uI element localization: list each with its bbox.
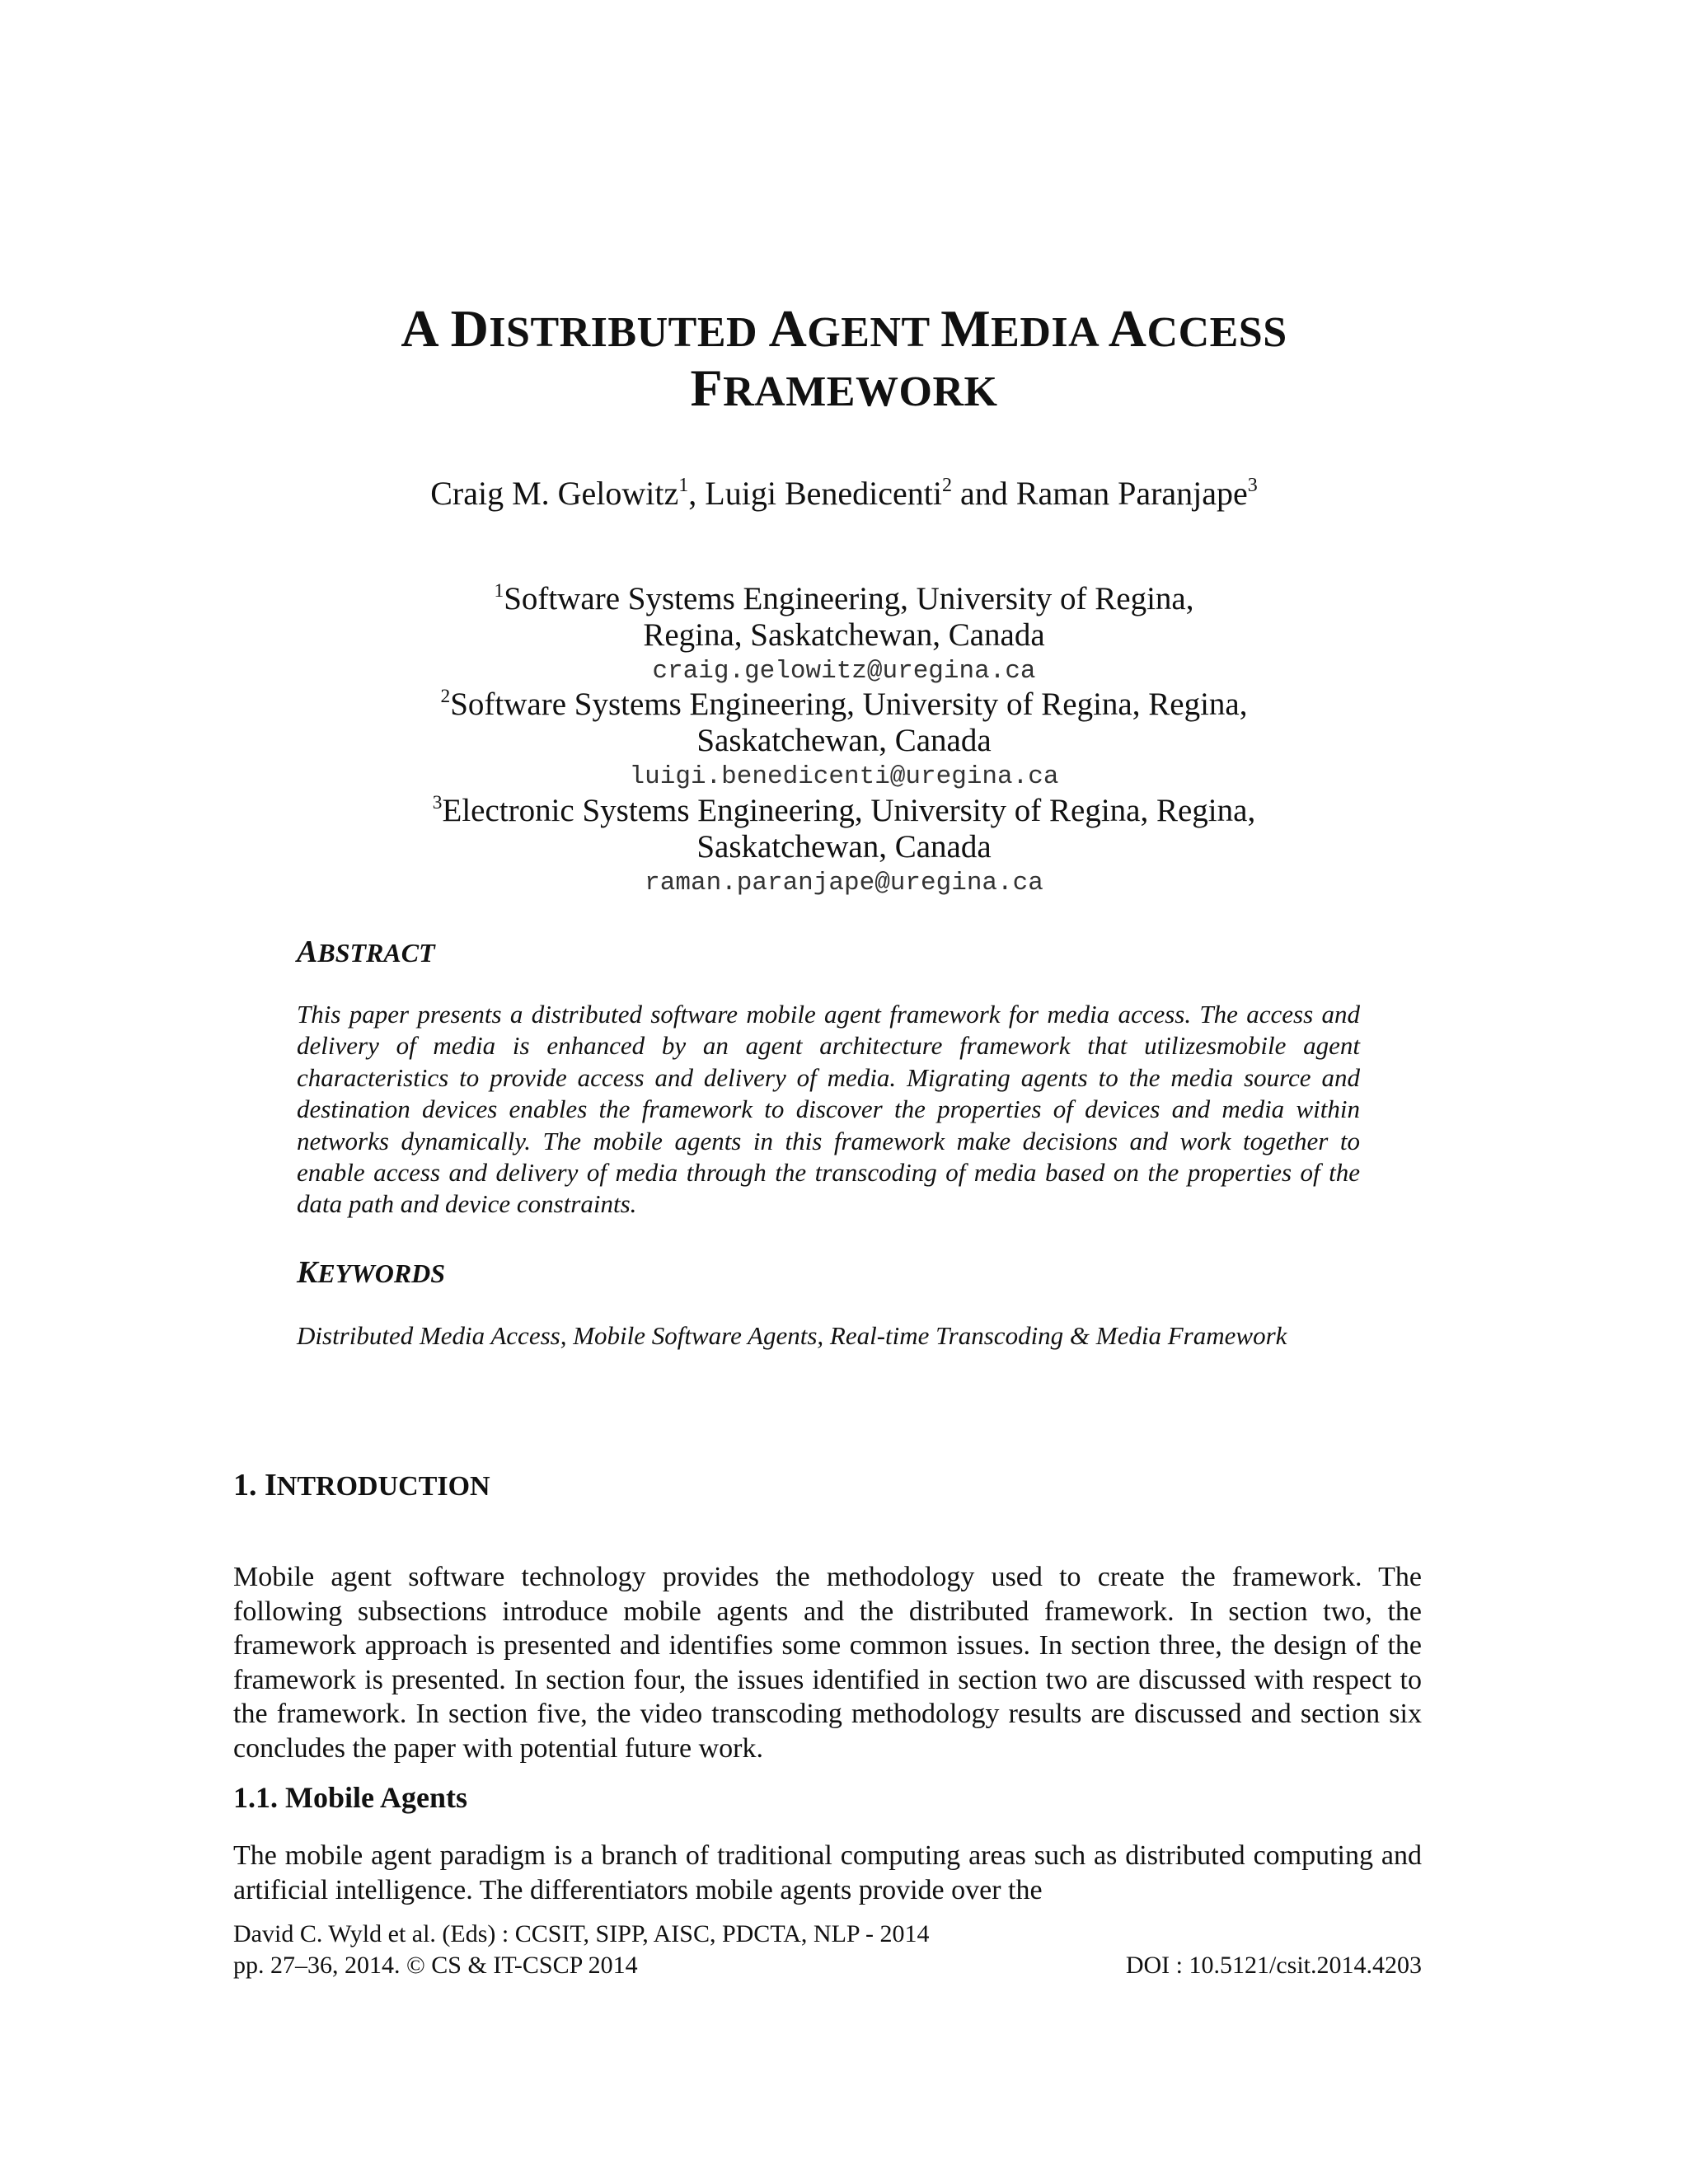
abstract-heading: ABSTRACT (297, 935, 435, 969)
paper-title-line1 (0, 298, 1688, 359)
footer-doi: DOI : 10.5121/csit.2014.4203 (1125, 1952, 1422, 1979)
section-heading-introduction: 1. INTRODUCTION (233, 1468, 490, 1502)
title-word: A (401, 299, 440, 358)
keywords-text: Distributed Media Access, Mobile Software Agents, Real-time Transcoding & Media Framework (297, 1321, 1287, 1350)
keywords-heading: KEYWORDS (297, 1255, 446, 1290)
author-sup: 3 (1247, 475, 1258, 497)
footer-pages-copyright: pp. 27–36, 2014. © CS & IT-CSCP 2014 (233, 1952, 638, 1979)
author-name: Craig M. Gelowitz (430, 475, 679, 512)
author-list: Craig M. Gelowitz$^1$, Luigi Benedicenti$^2$ and Raman Paranjape$^3$ (430, 475, 1258, 512)
affiliation-3: $^3$Electronic Systems Engineering, University of Regina, Regina, Saskatchewan, Canada raman.paranjape@uregina.ca (0, 793, 1688, 902)
mobile-agents-paragraph: The mobile agent paradigm is a branch of traditional computing areas such as distributed computing and artificial intelligence. The differentiators mobile agents provide over the (233, 1840, 1422, 1905)
title-word: ACCESS (1108, 299, 1287, 358)
footer-proceedings: David C. Wyld et al. (Eds) : CCSIT, SIPP, AISC, PDCTA, NLP - 2014 (233, 1920, 930, 1947)
title-word: AGENT (768, 299, 930, 358)
author-name: Luigi Benedicenti (705, 475, 942, 512)
abstract-text: This paper presents a distributed software mobile agent framework for media access. The access and delivery of media is enhanced by an agent architecture framework that utilizesmobile agent characteristics to provide access and delivery of media. Migrating agents to the media source and destination devices enables the framework to discover the properties of devices and media within networks dynamically. The mobile agents in this framework make decisions and work together to enable access and delivery of media through the transcoding of media based on the properties of the data path and device constraints. (297, 1000, 1360, 1219)
email-link[interactable]: luigi.benedicenti@uregina.ca (629, 762, 1059, 791)
email-link[interactable]: raman.paranjape@uregina.ca (645, 869, 1043, 898)
email-link[interactable]: craig.gelowitz@uregina.ca (652, 657, 1036, 686)
title-word: MEDIA (940, 299, 1098, 358)
affiliation-1: $^1$Software Systems Engineering, University of Regina, Regina, Saskatchewan, Canada craig.gelowitz@uregina.ca (0, 581, 1688, 690)
introduction-paragraph: Mobile agent software technology provides the methodology used to create the framework. The following subsections introduce mobile agents and the distributed framework. In section two, the framework approach is presented and identifies some common issues. In section three, the design of the framework is presented. In section four, the issues identified in section two are discussed with respect to the framework. In section five, the video transcoding methodology results are discussed and section six concludes the paper with potential future work. (233, 1562, 1422, 1764)
author-name: Raman Paranjape (1015, 475, 1248, 512)
author-sup: 1 (678, 475, 689, 497)
affiliation-2: $^2$Software Systems Engineering, University of Regina, Regina, Saskatchewan, Canada luigi.benedicenti@uregina.ca (0, 687, 1688, 795)
title-word: DISTRIBUTED (450, 299, 758, 358)
author-sup: 2 (942, 475, 952, 497)
subsection-heading-mobile-agents: 1.1. Mobile Agents (233, 1781, 467, 1814)
page-footer (233, 1919, 1422, 1981)
paper-title-line2: FRAMEWORK (690, 359, 998, 417)
